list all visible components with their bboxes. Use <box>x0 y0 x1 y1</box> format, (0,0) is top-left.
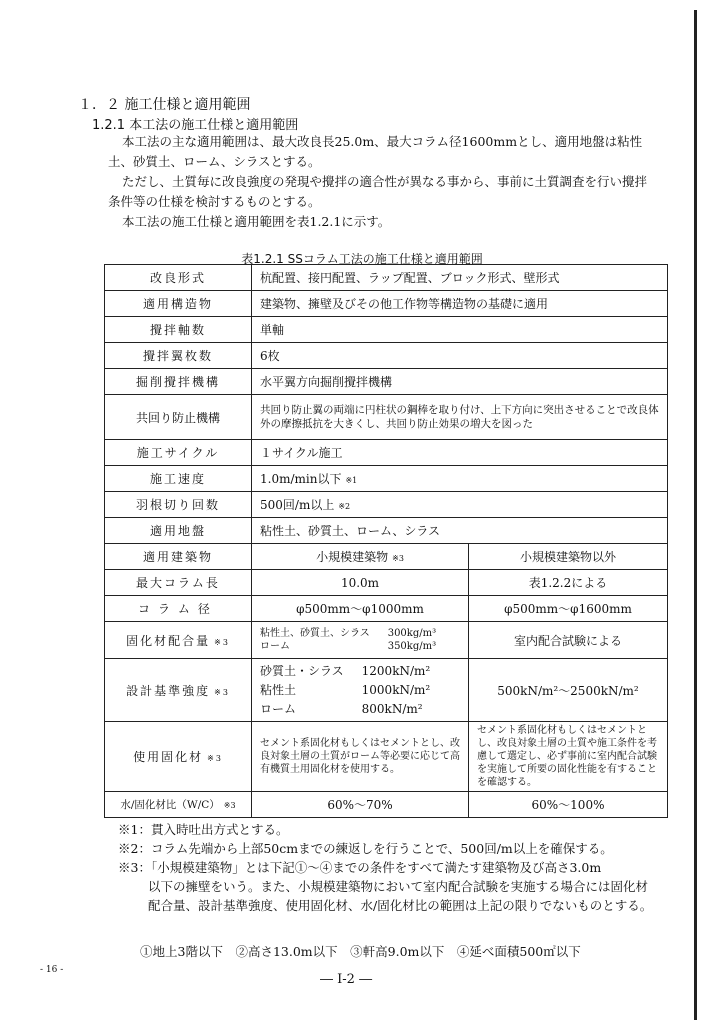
col2-value: 表1.2.2による <box>469 570 668 596</box>
col1-value <box>252 659 469 722</box>
row-label <box>105 659 252 722</box>
row-label <box>105 792 252 818</box>
strength-value: 800kN/m² <box>361 701 423 716</box>
row-value: 6枚 <box>252 343 668 369</box>
table-row <box>105 659 668 722</box>
soil-label: 砂質土・シラス <box>260 663 344 678</box>
row-label: 最大コラム長 <box>105 570 252 596</box>
row-value: 建築物、擁壁及びその他工作物等構造物の基礎に適用 <box>252 291 668 317</box>
table-row <box>105 369 668 395</box>
table-caption: 表1.2.1 SSコラム工法の施工仕様と適用範囲 <box>241 252 483 266</box>
value-text: 1.0m/min以下 <box>260 472 342 486</box>
row-label: 攪拌軸数 <box>105 317 252 343</box>
table-row <box>105 722 668 792</box>
col2-value: φ500mm～φ1600mm <box>469 596 668 622</box>
label-text: 設計基準強度 <box>126 683 211 698</box>
label-text: 使用固化材 <box>133 750 204 764</box>
footnote-2: ※2：コラム先端から上部50cmまでの練返しを行うことで、500回/m以上を確保する。 <box>118 841 613 856</box>
table-row <box>105 343 668 369</box>
row-label: 適用地盤 <box>105 518 252 544</box>
footnote-mark: ※3 <box>392 554 404 563</box>
col2-value: 室内配合試験による <box>469 622 668 659</box>
footnotes <box>118 820 658 915</box>
table-row <box>105 544 668 570</box>
row-label: コラム径 <box>105 596 252 622</box>
col2-value: 60%～100% <box>469 792 668 818</box>
row-label: 施工サイクル <box>105 440 252 466</box>
row-label: 適用建築物 <box>105 544 252 570</box>
strength-value: 1200kN/m² <box>361 663 431 678</box>
row-value: 粘性土、砂質土、ローム、シラス <box>252 518 668 544</box>
row-value: 共回り防止翼の両端に円柱状の鋼棒を取り付け、上下方向に突出させることで改良体外の摩擦抵抗を大きくし、共回り防止効果の増大を図った <box>252 395 668 440</box>
table-row <box>105 792 668 818</box>
paragraph-3: 本工法の施工仕様と適用範囲を表1.2.1に示す。 <box>122 214 391 229</box>
soil-label: 粘性土、砂質土、シラス <box>260 628 370 639</box>
table-row <box>105 440 668 466</box>
margin-page-number: - 16 - <box>40 965 64 975</box>
row-value: 水平翼方向掘削攪拌機構 <box>252 369 668 395</box>
footnote-mark: ※3 <box>214 637 230 647</box>
footnote-mark: ※3 <box>223 801 236 810</box>
soil-label: 粘性土 <box>260 682 297 697</box>
row-label: 施工速度 <box>105 466 252 492</box>
footnote-mark: ※1 <box>345 476 358 485</box>
row-label: 改良形式 <box>105 265 252 291</box>
row-label <box>105 622 252 659</box>
soil-label: ローム <box>260 641 290 652</box>
body-paragraphs <box>108 132 656 232</box>
row-value: １サイクル施工 <box>252 440 668 466</box>
table-row <box>105 622 668 659</box>
mix-value: 350kg/m³ <box>387 641 437 652</box>
table-row <box>105 466 668 492</box>
col1-value <box>252 544 469 570</box>
table-row <box>105 265 668 291</box>
mix-value: 300kg/m³ <box>387 628 437 639</box>
page-number: ― Ⅰ-2 ― <box>320 972 373 987</box>
soil-label: ローム <box>260 701 297 716</box>
value-text: 500回/m以上 <box>260 498 335 512</box>
footnote-3: ※3：「小規模建築物」とは下記①～④までの条件をすべて満たす建築物及び高さ3.0m <box>118 860 602 875</box>
table-row <box>105 570 668 596</box>
row-label: 共回り防止機構 <box>105 395 252 440</box>
row-value <box>252 466 668 492</box>
row-value: 単軸 <box>252 317 668 343</box>
label-text: 水/固化材比（W/C） <box>120 799 220 811</box>
right-margin-rule <box>694 10 697 1020</box>
col2-value: セメント系固化材もしくはセメントとし、改良対象土層の土質や施工条件を考慮して選定し、必ず事前に室内配合試験を実施して所要の固化性能を有することを確認する。 <box>469 722 668 792</box>
col1-value: セメント系固化材もしくはセメントとし、改良対象土層の土質がローム等必要に応じて高有機質土用固化材を使用する。 <box>252 722 469 792</box>
col1-value: φ500mm～φ1000mm <box>252 596 469 622</box>
table-row <box>105 596 668 622</box>
col1-value <box>252 622 469 659</box>
row-label: 適用構造物 <box>105 291 252 317</box>
row-value <box>252 492 668 518</box>
col2-value: 500kN/m²～2500kN/m² <box>469 659 668 722</box>
row-label: 掘削攪拌機構 <box>105 369 252 395</box>
footnote-mark: ※3 <box>207 754 223 763</box>
table-row <box>105 395 668 440</box>
section-heading: １．２ 施工仕様と適用範囲 <box>78 97 251 113</box>
subsection-heading: 1.2.1 本工法の施工仕様と適用範囲 <box>92 118 299 133</box>
table-row <box>105 317 668 343</box>
value-text: 小規模建築物 <box>316 550 389 564</box>
col1-value: 60%～70% <box>252 792 469 818</box>
row-value: 杭配置、接円配置、ラップ配置、ブロック形式、壁形式 <box>252 265 668 291</box>
footnote-3-continued: 以下の擁壁をいう。また、小規模建築物において室内配合試験を実施する場合には固化材配合量、設計基準強度、使用固化材、水/固化材比の範囲は上記の限りでないものとする。 <box>148 879 653 913</box>
paragraph-2: ただし、土質毎に改良強度の発現や攪拌の適合性が異なる事から、事前に土質調査を行い攪拌条件等の仕様を検討するものとする。 <box>108 174 648 209</box>
strength-value: 1000kN/m² <box>361 682 431 697</box>
table-row <box>105 291 668 317</box>
row-label <box>105 722 252 792</box>
footnote-1: ※1：貫入時吐出方式とする。 <box>118 822 289 837</box>
row-label: 羽根切り回数 <box>105 492 252 518</box>
spec-table <box>104 264 668 818</box>
footnote-mark: ※3 <box>214 687 230 697</box>
col2-value: 小規模建築物以外 <box>469 544 668 570</box>
col1-value: 10.0m <box>252 570 469 596</box>
table-row <box>105 518 668 544</box>
row-label: 攪拌翼枚数 <box>105 343 252 369</box>
label-text: 固化材配合量 <box>126 633 211 648</box>
paragraph-1: 本工法の主な適用範囲は、最大改良長25.0m、最大コラム径1600mmとし、適用地盤は粘性土、砂質土、ローム、シラスとする。 <box>108 134 643 169</box>
small-building-criteria: ①地上3階以下 ②高さ13.0m以下 ③軒高9.0m以下 ④延べ面積500㎡以下 <box>140 944 581 959</box>
table-row <box>105 492 668 518</box>
footnote-mark: ※2 <box>338 502 351 511</box>
